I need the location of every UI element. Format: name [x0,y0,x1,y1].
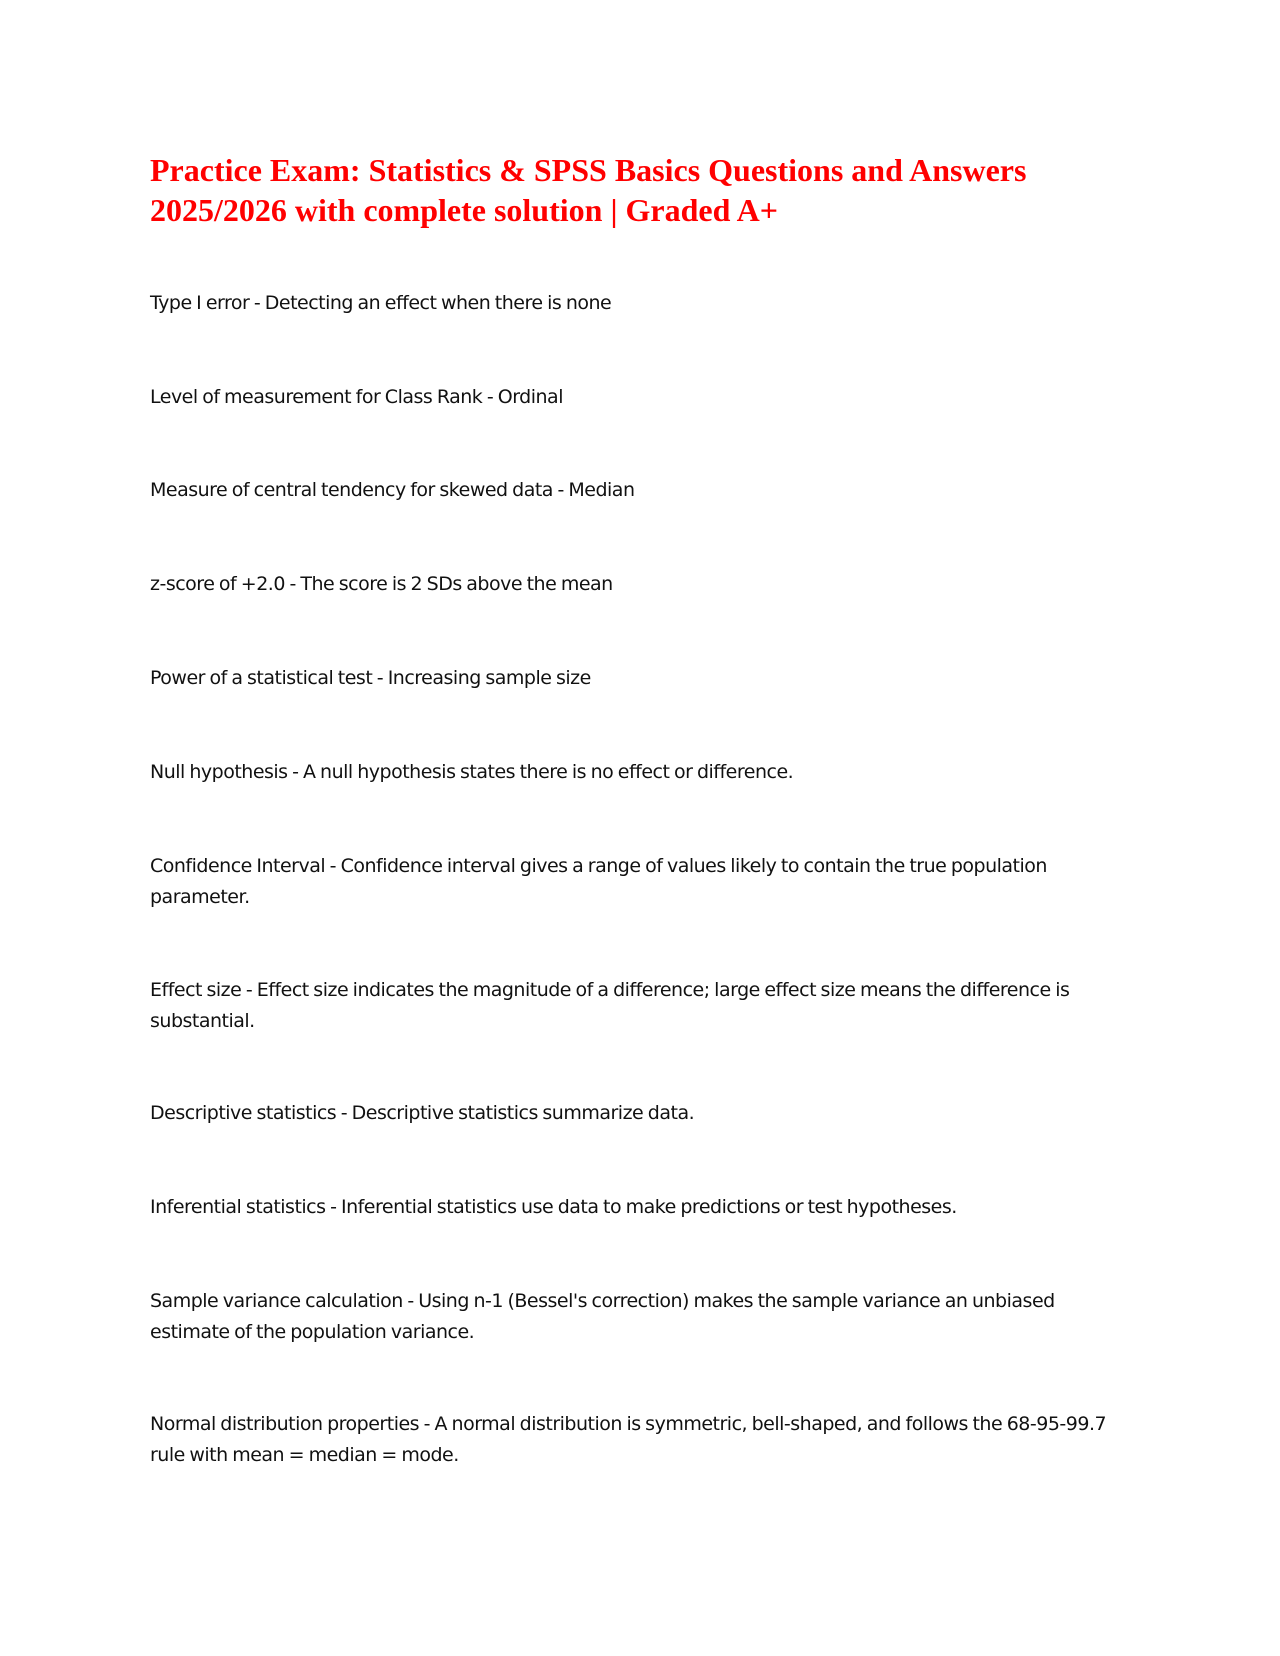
qa-item-level-of-measurement: Level of measurement for Class Rank - Ordinal [150,386,563,408]
qa-item-power: Power of a statistical test - Increasing sample size [150,667,591,689]
qa-item-inferential-statistics: Inferential statistics - Inferential statistics use data to make predictions or test hypotheses. [150,1196,957,1218]
qa-item-effect-size: Effect size - Effect size indicates the magnitude of a difference; large effect size means the difference is substantial. [150,979,1070,1032]
qa-item-confidence-interval: Confidence Interval - Confidence interval gives a range of values likely to contain the true population parameter. [150,855,1047,908]
qa-item-descriptive-statistics: Descriptive statistics - Descriptive statistics summarize data. [150,1102,695,1124]
qa-item-z-score: z-score of +2.0 - The score is 2 SDs above the mean [150,573,613,595]
qa-item-central-tendency: Measure of central tendency for skewed data - Median [150,479,635,501]
document-title: Practice Exam: Statistics & SPSS Basics Questions and Answers 2025/2026 with complete solution | Graded A+ [150,152,1027,228]
qa-item-normal-distribution: Normal distribution properties - A normal distribution is symmetric, bell-shaped, and follows the 68-95-99.7 rule with mean = median = mode. [150,1413,1107,1466]
qa-item-type-i-error: Type I error - Detecting an effect when there is none [150,292,612,314]
qa-item-sample-variance: Sample variance calculation - Using n-1 (Bessel's correction) makes the sample variance an unbiased estimate of the population variance. [150,1290,1055,1343]
qa-item-null-hypothesis: Null hypothesis - A null hypothesis states there is no effect or difference. [150,761,794,783]
